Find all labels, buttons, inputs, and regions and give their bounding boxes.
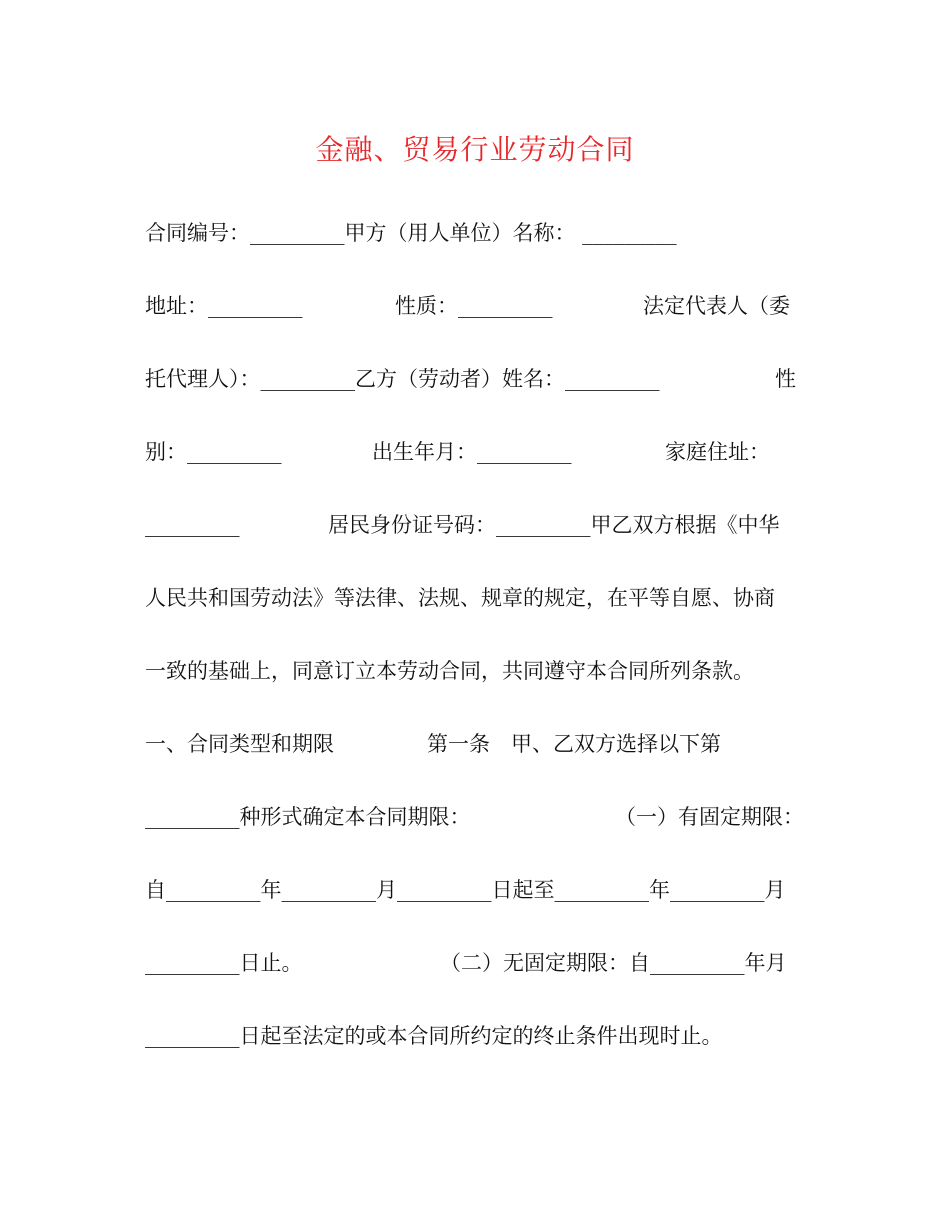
contract-line-7 bbox=[145, 653, 805, 689]
contract-line-8 bbox=[145, 726, 805, 762]
line-text: 托代理人）：_________乙方（劳动者）姓名：_________ bbox=[145, 367, 660, 391]
home-address-field-text: 家庭住址： bbox=[665, 440, 770, 464]
contract-line-12 bbox=[145, 1018, 805, 1054]
contract-line-5 bbox=[145, 507, 805, 543]
contract-line-3 bbox=[145, 361, 805, 397]
open-term-label: （二）无固定期限：自_________年月 bbox=[440, 951, 787, 975]
line-text: _________日起至法定的或本合同所约定的终止条件出现时止。 bbox=[145, 1024, 723, 1048]
line-text: 一致的基础上，同意订立本劳动合同，共同遵守本合同所列条款。 bbox=[145, 659, 754, 683]
contract-line-6 bbox=[145, 580, 805, 616]
contract-line-4 bbox=[145, 434, 805, 470]
contract-line-2 bbox=[145, 288, 805, 324]
gender-label-start: 性 bbox=[775, 367, 796, 391]
line-text: 自_________年_________月_________日起至_________年_________月 bbox=[145, 878, 786, 902]
id-number-field-text: 居民身份证号码：_________甲乙双方根据《中华 bbox=[328, 513, 780, 537]
legal-rep-field-text: 法定代表人（委 bbox=[643, 294, 790, 318]
line-text: _________种形式确定本合同期限： bbox=[145, 805, 471, 829]
line-text: _________日止。 bbox=[145, 951, 303, 975]
section-heading: 一、合同类型和期限 bbox=[145, 732, 334, 756]
contract-line-9 bbox=[145, 799, 805, 835]
nature-field-text: 性质：_________ bbox=[395, 294, 553, 318]
document-title: 金融、贸易行业劳动合同 bbox=[315, 133, 635, 166]
address-field-text: 地址：_________ bbox=[145, 294, 303, 318]
birth-field-text: 出生年月：_________ bbox=[372, 440, 572, 464]
contract-line-1 bbox=[145, 215, 805, 251]
line-text: 合同编号：_________甲方（用人单位）名称： _________ bbox=[145, 221, 677, 245]
contract-line-10 bbox=[145, 872, 805, 908]
article-one-text: 第一条 甲、乙双方选择以下第 bbox=[427, 732, 721, 756]
blank-field-text: _________ bbox=[145, 513, 240, 537]
line-text: 人民共和国劳动法》等法律、法规、规章的规定，在平等自愿、协商 bbox=[145, 586, 775, 610]
fixed-term-label: （一）有固定期限： bbox=[615, 805, 804, 829]
gender-field-text: 别：_________ bbox=[145, 440, 282, 464]
contract-line-11 bbox=[145, 945, 805, 981]
